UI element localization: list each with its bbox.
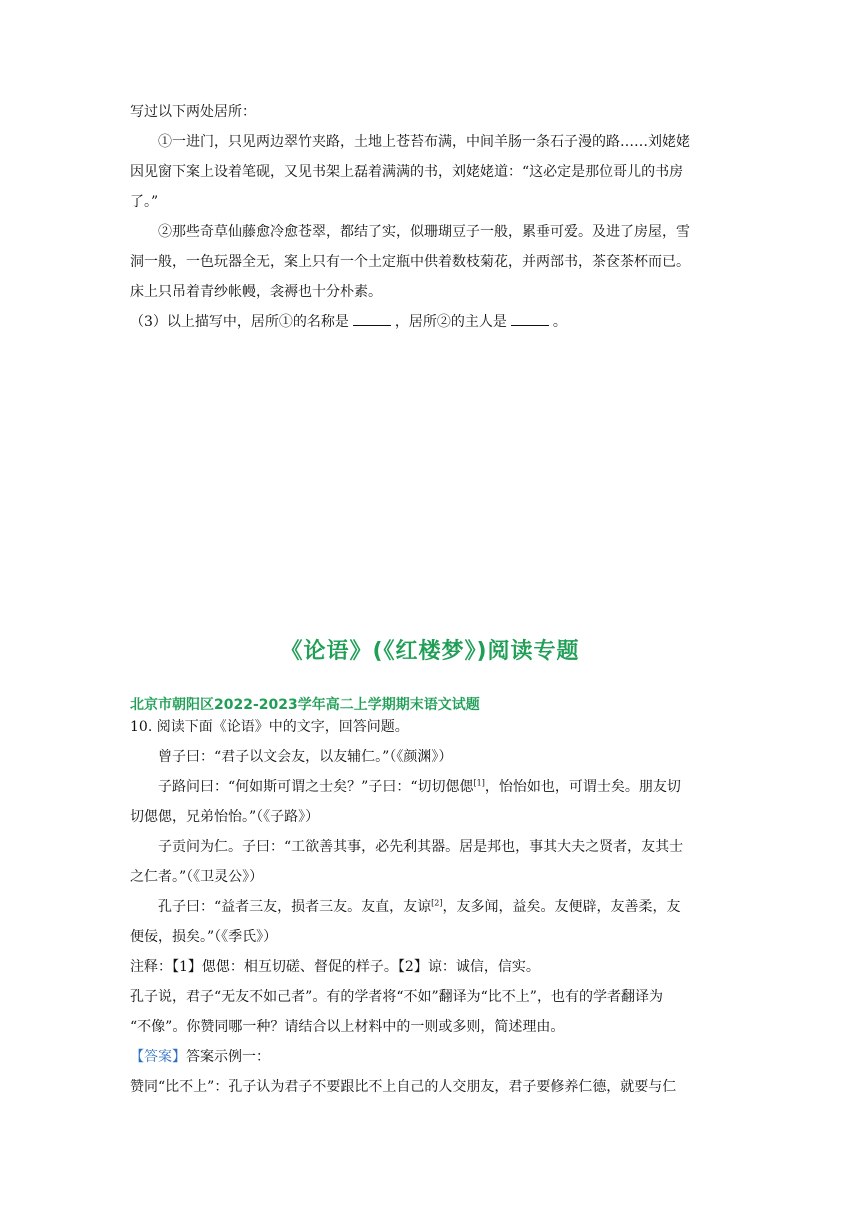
quote-4-text-b: ，友多闻，益矣。友便辟，友善柔，友 [442,899,681,915]
section-title: 《论语》(《红楼梦》)阅读专题 [280,639,580,664]
answer-line1: 赞同“比不上”：孔子认为君子不要跟比不上自己的人交朋友，君子要修养仁德，就要与仁 [130,1079,677,1095]
question-3-part-c: 。 [552,314,567,330]
note-2-mark: [2] [431,898,443,908]
intro-line: 写过以下两处居所： [130,104,256,120]
question-3-part-a: （3）以上描写中，居所①的名称是 [130,314,349,330]
question-10 [130,712,740,1102]
prompt-line2: “不像”。你赞同哪一种？请结合以上材料中的一则或多则，简述理由。 [130,1019,565,1035]
quote-1: 曾子曰：“君子以文会友，以友辅仁。”（《颜渊》） [158,749,453,765]
answer-intro: 答案示例一： [186,1049,270,1065]
quote-2-text-a: 子路问曰：“何如斯可谓之士矣？”子曰：“切切偲偲 [158,779,474,795]
quote-2-line2: 切偲偲，兄弟怡怡。”（《子路》） [130,809,320,825]
quote-3-line1: 子贡问为仁。子曰：“工欲善其事，必先利其器。居是邦也，事其大夫之贤者，友其士 [158,839,684,855]
question-3-part-b: ，居所②的主人是 [394,314,507,330]
quote-4-line2: 便佞，损矣。”（《季氏》） [130,929,278,945]
passage1-line2: 因见窗下案上设着笔砚，又见书架上磊着满满的书，刘姥姥道：“这必定是那位哥儿的书房 [130,164,684,180]
question-3 [130,307,740,337]
question-10-stem: 10. 阅读下面《论语》中的文字，回答问题。 [130,719,409,735]
reading-passage-top [130,97,740,337]
quote-4-text-a: 孔子曰：“益者三友，损者三友。友直，友谅 [158,899,432,915]
answer-tag: 【答案】 [130,1049,186,1065]
note-1-mark: [1] [473,778,485,788]
passage2-line1: ②那些奇草仙藤愈冷愈苍翠，都结了实，似珊瑚豆子一般，累垂可爱。及进了房屋，雪 [158,224,690,240]
passage1-line3: 了。” [130,194,159,210]
notes: 注释：【1】偲偲：相互切磋、督促的样子。【2】谅：诚信，信实。 [130,959,540,975]
quote-2-line1 [130,772,740,802]
answer-blank-1 [353,311,391,326]
passage1-line1: ①一进门，只见两边翠竹夹路，土地上苍苔布满，中间羊肠一条石子漫的路……刘姥姥 [158,134,690,150]
answer-header [130,1042,740,1072]
passage2-line3: 床上只吊着青纱帐幔，衾褥也十分朴素。 [130,284,382,300]
quote-2-text-b: ，怡怡如也，可谓士矣。朋友切 [484,779,681,795]
passage2-line2: 洞一般，一色玩器全无，案上只有一个土定瓶中供着数枝菊花，并两部书，茶奁茶杯而已。 [130,254,690,270]
quote-4-line1 [130,892,740,922]
quote-3-line2: 之仁者。”（《卫灵公》） [130,869,264,885]
exam-source: 北京市朝阳区2022-2023学年高二上学期期末语文试题 [130,697,480,713]
answer-blank-2 [511,311,549,326]
prompt-line1: 孔子说，君子“无友不如己者”。有的学者将“不如”翻译为“比不上”，也有的学者翻译为 [130,989,663,1005]
